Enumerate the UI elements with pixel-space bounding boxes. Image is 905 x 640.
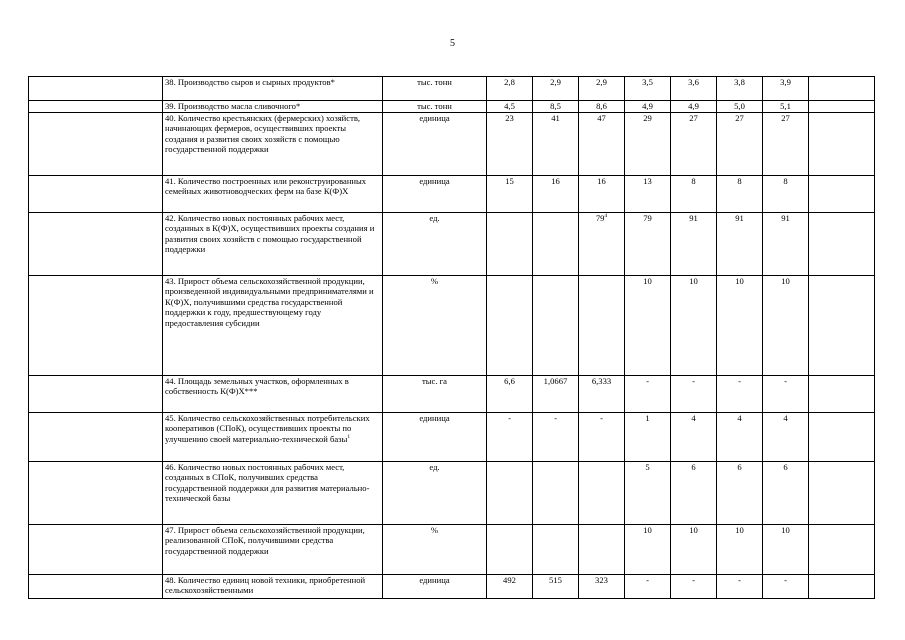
value-cell bbox=[625, 575, 671, 599]
indicator-name-cell bbox=[163, 176, 383, 213]
value: - bbox=[738, 376, 741, 386]
value: 10 bbox=[781, 276, 790, 286]
value: 4 bbox=[783, 413, 788, 423]
table-row bbox=[29, 113, 875, 176]
value-cell bbox=[625, 413, 671, 462]
value-cell bbox=[487, 413, 533, 462]
value-cell bbox=[717, 575, 763, 599]
value-cell bbox=[717, 101, 763, 113]
value: 6 bbox=[783, 462, 788, 472]
value-cell bbox=[671, 462, 717, 525]
value: - bbox=[692, 575, 695, 585]
table-row bbox=[29, 276, 875, 376]
value-cell bbox=[625, 525, 671, 575]
value-cell bbox=[717, 525, 763, 575]
indicator-name-cell bbox=[163, 113, 383, 176]
value: - bbox=[600, 413, 603, 423]
unit-cell: ед. bbox=[383, 462, 487, 525]
value: 323 bbox=[595, 575, 608, 585]
unit-cell: % bbox=[383, 525, 487, 575]
indicators-table bbox=[28, 76, 875, 599]
value: 5,1 bbox=[780, 101, 791, 111]
value: 4,5 bbox=[504, 101, 515, 111]
value-cell bbox=[579, 575, 625, 599]
value: 27 bbox=[735, 113, 744, 123]
row-number-cell bbox=[29, 77, 163, 101]
value: 3,5 bbox=[642, 77, 653, 87]
value-cell bbox=[763, 176, 809, 213]
unit-cell: тыс. тонн bbox=[383, 101, 487, 113]
value-cell bbox=[763, 101, 809, 113]
value: 8,5 bbox=[550, 101, 561, 111]
value: 79 bbox=[643, 213, 652, 223]
row-number-cell bbox=[29, 113, 163, 176]
value: 8 bbox=[691, 176, 696, 186]
value: 4 bbox=[737, 413, 742, 423]
value: 2,9 bbox=[550, 77, 561, 87]
table-row bbox=[29, 525, 875, 575]
value: 41 bbox=[551, 113, 560, 123]
value-cell bbox=[487, 525, 533, 575]
row-number-cell bbox=[29, 525, 163, 575]
value: - bbox=[784, 376, 787, 386]
value-cell bbox=[533, 525, 579, 575]
notes-cell bbox=[809, 575, 875, 599]
footnote-mark: 4 bbox=[604, 213, 608, 220]
value-cell bbox=[717, 77, 763, 101]
value-cell bbox=[671, 213, 717, 276]
value: 2,8 bbox=[504, 77, 515, 87]
value: 4 bbox=[691, 413, 696, 423]
indicator-name-cell bbox=[163, 77, 383, 101]
value: 8 bbox=[783, 176, 788, 186]
value-cell bbox=[717, 276, 763, 376]
row-number-cell bbox=[29, 176, 163, 213]
indicator-name-cell bbox=[163, 276, 383, 376]
value-cell bbox=[763, 575, 809, 599]
table-row bbox=[29, 176, 875, 213]
table-row bbox=[29, 376, 875, 413]
indicator-name: 39. Производство масла сливочного* bbox=[165, 101, 301, 111]
value-cell bbox=[763, 462, 809, 525]
value: 3,6 bbox=[688, 77, 699, 87]
indicator-name-cell bbox=[163, 101, 383, 113]
notes-cell bbox=[809, 276, 875, 376]
notes-cell bbox=[809, 462, 875, 525]
indicator-name: 43. Прирост объема сельскохозяйственной продукции, произведенной индивидуальными предпринимателями и К(Ф)Х, получившими средства государственной поддержки к году, предшествующему году предоставления субсидии bbox=[165, 276, 374, 328]
value: 23 bbox=[505, 113, 514, 123]
row-number-cell bbox=[29, 575, 163, 599]
value: 2,9 bbox=[596, 77, 607, 87]
value: 6,333 bbox=[591, 376, 612, 386]
value-cell bbox=[533, 575, 579, 599]
value: 5,0 bbox=[734, 101, 745, 111]
value: 3,9 bbox=[780, 77, 791, 87]
value-cell bbox=[671, 113, 717, 176]
value-cell bbox=[579, 376, 625, 413]
value-cell bbox=[763, 213, 809, 276]
value: 10 bbox=[689, 525, 698, 535]
value-cell bbox=[717, 376, 763, 413]
value-cell bbox=[487, 101, 533, 113]
value: 29 bbox=[643, 113, 652, 123]
value-cell bbox=[671, 77, 717, 101]
value-cell bbox=[717, 113, 763, 176]
value-cell bbox=[671, 176, 717, 213]
value-cell bbox=[533, 77, 579, 101]
table-row bbox=[29, 413, 875, 462]
value: 27 bbox=[689, 113, 698, 123]
value-cell bbox=[763, 276, 809, 376]
footnote-mark: 1 bbox=[347, 433, 351, 440]
value: 10 bbox=[735, 525, 744, 535]
indicator-name-cell bbox=[163, 413, 383, 462]
table-row bbox=[29, 77, 875, 101]
value: 8 bbox=[737, 176, 742, 186]
indicator-name: 48. Количество единиц новой техники, приобретенной сельскохозяйственными bbox=[165, 575, 366, 596]
value-cell bbox=[763, 413, 809, 462]
table-body bbox=[29, 77, 875, 599]
value-cell bbox=[763, 113, 809, 176]
value: 4,9 bbox=[688, 101, 699, 111]
value-cell bbox=[487, 575, 533, 599]
indicator-name: 40. Количество крестьянских (фермерских) хозяйств, начинающих фермеров, осуществивших проекты создания и развития своих хозяйств с помощью государственной поддержки bbox=[165, 113, 361, 155]
value: - bbox=[692, 376, 695, 386]
value-cell bbox=[579, 176, 625, 213]
row-number-cell bbox=[29, 376, 163, 413]
value-cell bbox=[533, 462, 579, 525]
value: 47 bbox=[597, 113, 606, 123]
value: 6,6 bbox=[504, 376, 515, 386]
indicator-name-cell bbox=[163, 376, 383, 413]
value-cell bbox=[487, 213, 533, 276]
indicator-name-cell bbox=[163, 575, 383, 599]
indicator-name: 42. Количество новых постоянных рабочих мест, созданных в К(Ф)Х, осуществивших проекты создания и развития своих хозяйств с помощью государственной поддержки bbox=[165, 213, 375, 255]
row-number-cell bbox=[29, 462, 163, 525]
value-cell bbox=[533, 176, 579, 213]
indicator-name: 46. Количество новых постоянных рабочих мест, созданных в СПоК, получивших средства государственной поддержки для развития материально-технической базы bbox=[165, 462, 370, 504]
value: 6 bbox=[691, 462, 696, 472]
indicator-name: 38. Производство сыров и сырных продуктов* bbox=[165, 77, 335, 87]
value-cell bbox=[671, 101, 717, 113]
value: 4,9 bbox=[642, 101, 653, 111]
value: - bbox=[738, 575, 741, 585]
value: - bbox=[646, 575, 649, 585]
value-cell bbox=[717, 176, 763, 213]
value: - bbox=[784, 575, 787, 585]
unit-cell: % bbox=[383, 276, 487, 376]
indicator-name: 41. Количество построенных или реконструированных семейных животноводческих ферм на базе К(Ф)Х bbox=[165, 176, 367, 197]
value-cell bbox=[579, 462, 625, 525]
indicator-name-cell bbox=[163, 525, 383, 575]
value: 10 bbox=[781, 525, 790, 535]
indicator-name: 47. Прирост объема сельскохозяйственной продукции, реализованной СПоК, получившими средства государственной поддержки bbox=[165, 525, 365, 556]
value-cell bbox=[671, 413, 717, 462]
value-cell bbox=[533, 101, 579, 113]
unit-cell: ед. bbox=[383, 213, 487, 276]
indicator-name-cell bbox=[163, 462, 383, 525]
value-cell bbox=[625, 101, 671, 113]
value-cell bbox=[625, 113, 671, 176]
row-number-cell bbox=[29, 101, 163, 113]
value-cell bbox=[671, 575, 717, 599]
value-cell bbox=[579, 276, 625, 376]
table-row bbox=[29, 462, 875, 525]
value-cell bbox=[487, 276, 533, 376]
notes-cell bbox=[809, 101, 875, 113]
value-cell bbox=[533, 113, 579, 176]
unit-cell: тыс. га bbox=[383, 376, 487, 413]
value: 16 bbox=[597, 176, 606, 186]
unit-cell: единица bbox=[383, 113, 487, 176]
value: 91 bbox=[735, 213, 744, 223]
value-cell bbox=[579, 113, 625, 176]
value-cell bbox=[487, 376, 533, 413]
value: 515 bbox=[549, 575, 562, 585]
value: 10 bbox=[643, 276, 652, 286]
row-number-cell bbox=[29, 276, 163, 376]
value-cell bbox=[533, 413, 579, 462]
value: 27 bbox=[781, 113, 790, 123]
unit-cell: единица bbox=[383, 413, 487, 462]
value: 492 bbox=[503, 575, 516, 585]
value-cell bbox=[671, 525, 717, 575]
value-cell bbox=[717, 213, 763, 276]
value: 5 bbox=[645, 462, 650, 472]
notes-cell bbox=[809, 176, 875, 213]
value-cell bbox=[625, 176, 671, 213]
value-cell bbox=[671, 276, 717, 376]
value-cell bbox=[717, 462, 763, 525]
value: 1,0667 bbox=[543, 376, 568, 386]
indicator-name-cell bbox=[163, 213, 383, 276]
value-cell bbox=[625, 376, 671, 413]
value: 16 bbox=[551, 176, 560, 186]
value: 8,6 bbox=[596, 101, 607, 111]
value: 10 bbox=[689, 276, 698, 286]
value-cell bbox=[487, 77, 533, 101]
value-cell bbox=[717, 413, 763, 462]
notes-cell bbox=[809, 413, 875, 462]
value-cell bbox=[763, 77, 809, 101]
value: 79 bbox=[595, 213, 605, 223]
value: 15 bbox=[505, 176, 514, 186]
value-cell bbox=[487, 113, 533, 176]
value-cell bbox=[579, 413, 625, 462]
value: 6 bbox=[737, 462, 742, 472]
indicator-name: 44. Площадь земельных участков, оформленных в собственность К(Ф)Х*** bbox=[165, 376, 349, 397]
value-cell bbox=[579, 525, 625, 575]
value: - bbox=[508, 413, 511, 423]
value-cell bbox=[625, 462, 671, 525]
notes-cell bbox=[809, 113, 875, 176]
notes-cell bbox=[809, 525, 875, 575]
indicator-name: 45. Количество сельскохозяйственных потребительских кооперативов (СПоК), осуществивших проекты по улучшению своей материально-технической базы bbox=[165, 413, 370, 444]
value: 91 bbox=[781, 213, 790, 223]
value-cell bbox=[671, 376, 717, 413]
value-cell bbox=[763, 525, 809, 575]
value: - bbox=[646, 376, 649, 386]
row-number-cell bbox=[29, 213, 163, 276]
value-cell bbox=[625, 213, 671, 276]
unit-cell: тыс. тонн bbox=[383, 77, 487, 101]
row-number-cell bbox=[29, 413, 163, 462]
value-cell bbox=[533, 213, 579, 276]
value: 3,8 bbox=[734, 77, 745, 87]
value: 91 bbox=[689, 213, 698, 223]
value-cell bbox=[487, 176, 533, 213]
value-cell bbox=[579, 101, 625, 113]
value-cell bbox=[625, 276, 671, 376]
table-row bbox=[29, 101, 875, 113]
value-cell bbox=[533, 376, 579, 413]
page-number: 5 bbox=[450, 38, 455, 49]
unit-cell: единица bbox=[383, 176, 487, 213]
notes-cell bbox=[809, 213, 875, 276]
value-cell bbox=[533, 276, 579, 376]
value: 1 bbox=[645, 413, 650, 423]
value-cell bbox=[625, 77, 671, 101]
table-row bbox=[29, 575, 875, 599]
notes-cell bbox=[809, 77, 875, 101]
value: 13 bbox=[643, 176, 652, 186]
unit-cell: единица bbox=[383, 575, 487, 599]
value-cell bbox=[763, 376, 809, 413]
value: 10 bbox=[643, 525, 652, 535]
value: - bbox=[554, 413, 557, 423]
notes-cell bbox=[809, 376, 875, 413]
value-cell bbox=[487, 462, 533, 525]
value-cell bbox=[579, 77, 625, 101]
table-row bbox=[29, 213, 875, 276]
value: 10 bbox=[735, 276, 744, 286]
value-cell bbox=[579, 213, 625, 276]
